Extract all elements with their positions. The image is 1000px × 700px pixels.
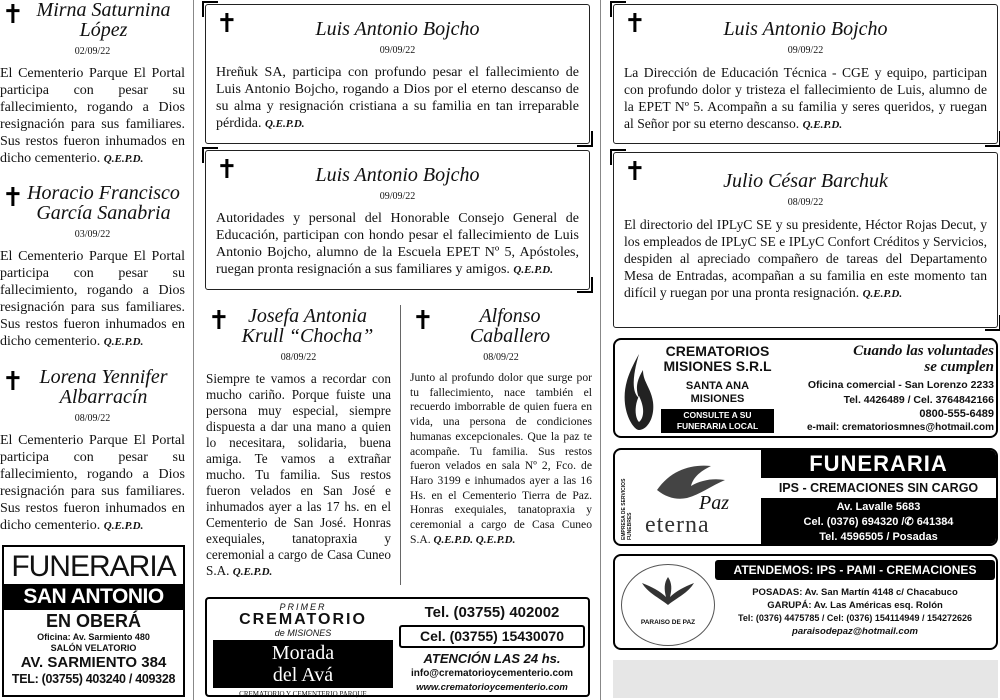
obituary-date: 09/09/22 [787, 45, 824, 56]
cross-icon: ✝ [2, 367, 24, 397]
empty-ad-space [613, 660, 998, 698]
cross-icon: ✝ [412, 306, 434, 336]
ad-phone: TEL: (03755) 403240 / 409328 [11, 672, 176, 686]
column-divider [600, 0, 601, 700]
obituary-date: 08/09/22 [483, 352, 519, 363]
obituary-date: 08/09/22 [280, 352, 317, 363]
ad-address: AV. SARMIENTO 384 [20, 654, 167, 671]
obituary-date: 08/09/22 [787, 197, 824, 208]
morada-logo: PRIMER CREMATORIO de MISIONES Morada del Avá CREMATORIO Y CEMENTERIO PARQUE [213, 602, 393, 699]
obituary-column-1 [0, 0, 185, 700]
deceased-name: Alfonso Caballero [469, 305, 551, 347]
obituary-mirna [0, 0, 185, 168]
column-divider [400, 305, 401, 585]
deceased-name: Josefa Antonia Krull “Chocha” [241, 305, 374, 347]
dove-icon [640, 575, 696, 615]
deceased-name: Julio César Barchuk [723, 170, 888, 192]
obituary-text: Siempre te vamos a recordar con mucho cariño. Porque fuiste una persona muy especial, siempre dispuesta a dar una mano a quien lo necesitara, solidaria, buena amiga. Te vamos a extrañar mucho. Tu familia. Sus restos fueron velados en San José e inhumados ayer a las 17 hs. en el Cementerio de San José. Honras exequiales, tanatopraxia y ceremonial a cargo de Casa Cuneo S.A. Q.E.P.D. [206, 371, 391, 578]
deceased-name: Lorena Yennifer Albarracín [39, 366, 168, 408]
obituary-horacio [0, 183, 185, 351]
cross-icon: ✝ [2, 183, 24, 213]
cross-icon: ✝ [216, 155, 238, 185]
obituary-text: Junto al profundo dolor que surge por tu fallecimiento, nace también el recuerdo imborrable de quien fuera en vida, una persona de condiciones humanas excepcionales. Que la paz te acompañe. Tu familia. Sus restos fueron velados en sala Nº 2, Fco. de Haro 3199 e inhumados ayer a las 16 Hs. en el Cementerio Tierra de Paz. Honras exequiales, tanatopraxia y ceremonial a cargo de Casa Cuneo S.A. Q.E.P.D. Q.E.P.D. [410, 371, 592, 546]
crematorios-misiones-ad: CREMATORIOS MISIONES S.R.L SANTA ANA MISIONES CONSULTE A SU FUNERARIA LOCAL Cuando las voluntades se cumplen Oficina comercial - San Lorenzo 2233 Tel. 4426489 / Cel. 3764842166 0800-555-6489 e-mail: crematoriosmnes@hotmail.com [613, 338, 998, 438]
deceased-name: Horacio Francisco García Sanabria [27, 182, 180, 224]
obituary-text: El Cementerio Parque El Portal participa con pesar su fallecimiento, rogando a Dios resignación para sus familiares. Sus restos fueron inhumados en dicho cementerio. Q.E.P.D. [0, 433, 185, 533]
obituary-text: La Dirección de Educación Técnica - CGE y equipo, participan con profundo dolor y tristeza el fallecimiento de Luis, alumno de la EPET Nº 5. Acompañn a su familia y seres queridos, y ruegan al Señor por su eterno descanso. Q.E.P.D. [624, 65, 987, 131]
obituary-box-bojcho-1 [205, 4, 590, 144]
deceased-name: Luis Antonio Bojcho [315, 18, 480, 40]
column-divider [193, 0, 194, 700]
cross-icon: ✝ [624, 9, 646, 39]
paraiso-logo: PARAISO DE PAZ [621, 564, 715, 646]
ad-title: FUNERARIA [11, 550, 176, 583]
cross-icon: ✝ [208, 306, 230, 336]
obituary-box-bojcho-3 [613, 4, 998, 144]
deceased-name: Mirna Saturnina López [36, 0, 171, 41]
ad-salon: SALÓN VELATORIO [50, 643, 137, 653]
ad-office: Oficina: Av. Sarmiento 480 [37, 632, 150, 642]
paz-eterna-logo: EMPRESA DE SERVICIOS FUNEBRES Paz eterna [621, 454, 761, 542]
funeraria-san-antonio-ad [2, 545, 185, 697]
obituary-date: 03/09/22 [74, 229, 111, 240]
cross-icon: ✝ [216, 9, 238, 39]
paz-eterna-ad: EMPRESA DE SERVICIOS FUNEBRES Paz eterna FUNERARIA IPS - CREMACIONES SIN CARGO Av. Lavalle 5683 Cel. (0376) 694320 /✆ 641384 Tel. 4596505 / Posadas [613, 448, 998, 546]
deceased-name: Luis Antonio Bojcho [315, 164, 480, 186]
obituary-date: 09/09/22 [379, 191, 416, 202]
obituary-josefa [206, 306, 391, 580]
ad-city: EN OBERÁ [45, 611, 141, 631]
obituary-box-barchuk [613, 152, 998, 328]
obituary-date: 09/09/22 [379, 45, 416, 56]
obituary-text: El Cementerio Parque El Portal participa con pesar su fallecimiento, rogando a Dios resignación para sus familiares. Sus restos fueron inhumados en dicho cementerio. Q.E.P.D. [0, 66, 185, 166]
obituary-lorena [0, 367, 185, 535]
obituary-text: El directorio del IPLyC SE y su presidente, Héctor Rojas Decut, y los empleados de IPLyC SE e IPLyC Confort Créditos y Servicios, despiden al apreciado compañero de tareas del Departamento Mesa de Entradas, acompañan a su familia en este momento tan difícil y ruegan por una pronta resignación. Q.E.P.D. [624, 217, 987, 300]
paraiso-de-paz-ad: PARAISO DE PAZ ATENDEMOS: IPS - PAMI - CREMACIONES POSADAS: Av. San Martín 4148 c/ Chacabuco GARUPÁ: Av. Las Américas esq. Rolón Tel: (0376) 4475785 / Cel: (0376) 154114949 / 154272626 paraisodepaz@hotmail.com [613, 554, 998, 650]
ad-subtitle: SAN ANTONIO [4, 584, 183, 610]
flame-icon [621, 352, 657, 432]
deceased-name: Luis Antonio Bojcho [723, 18, 888, 40]
obituary-alfonso [410, 306, 592, 547]
obituary-date: 02/09/22 [74, 46, 111, 57]
obituary-text: Hreñuk SA, participa con profundo pesar el fallecimiento de Luis Antonio Bojcho, rogando a Dios por el eterno descanso de su alma y resignación cristiana a su familia en tan irreparable pérdida. Q.E.P.D. [216, 65, 579, 131]
obituary-text: El Cementerio Parque El Portal participa con pesar su fallecimiento, rogando a Dios resignación para sus familiares. Sus restos fueron inhumados en dicho cementerio. Q.E.P.D. [0, 249, 185, 349]
morada-contact: Tel. (03755) 402002 Cel. (03755) 15430070 ATENCIÓN LAS 24 hs. info@crematorioycementerio.com www.crematorioycementerio.com [399, 603, 585, 694]
obituary-date: 08/09/22 [74, 413, 111, 424]
morada-del-ava-ad [205, 597, 590, 697]
obituary-text: Autoridades y personal del Honorable Consejo General de Educación, participan con hondo pesar el fallecimiento de Luis Antonio Bojcho, alumno de la Escuela EPET Nº 5, Apóstoles, ruegan pronta resignación a sus familiares y amigos. Q.E.P.D. [216, 211, 579, 277]
cross-icon: ✝ [624, 157, 646, 187]
obituary-box-bojcho-2 [205, 150, 590, 290]
cross-icon: ✝ [2, 0, 24, 30]
